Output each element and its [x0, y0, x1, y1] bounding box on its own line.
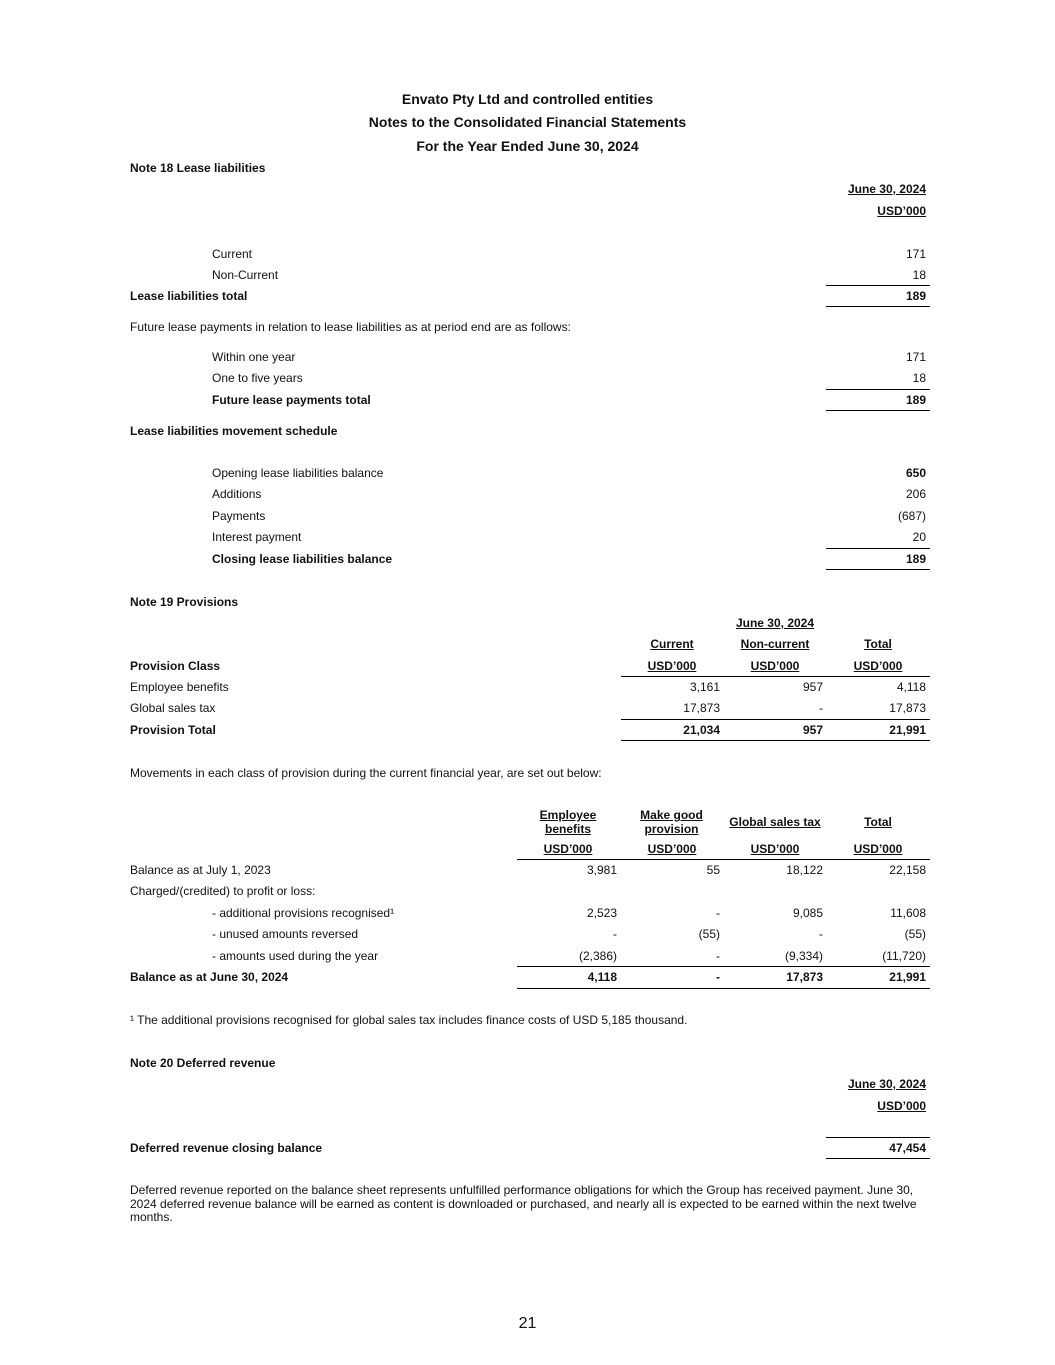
note20-col-unit: USD’000: [877, 1099, 926, 1113]
movement-label: Payments: [212, 509, 266, 523]
mov-value: -: [819, 927, 823, 941]
mov-unit: USD’000: [543, 842, 593, 856]
mov-value: 3,981: [586, 863, 617, 877]
mov-total-value: 4,118: [587, 970, 617, 984]
note18-row-value: 18: [912, 268, 926, 282]
movement-total-value: 189: [905, 552, 926, 566]
divider: [826, 548, 930, 549]
header-notes: Notes to the Consolidated Financial Statements: [368, 114, 687, 130]
provision-value: 17,873: [889, 701, 926, 715]
divider: [826, 285, 930, 286]
mov-row-label: Charged/(credited) to profit or loss:: [130, 884, 316, 898]
mov-value: -: [613, 927, 617, 941]
divider: [517, 966, 930, 967]
divider: [621, 676, 930, 677]
movement-value: 20: [912, 530, 926, 544]
header-entity: Envato Pty Ltd and controlled entities: [401, 91, 654, 107]
mov-value: -: [716, 906, 720, 920]
mov-value: 11,608: [890, 906, 926, 920]
mov-row-label: Balance as at July 1, 2023: [130, 863, 271, 877]
note19-period: June 30, 2024: [735, 616, 815, 630]
note18-future-total-label: Future lease payments total: [212, 393, 371, 407]
note19-header-noncurrent: Non-current: [740, 637, 810, 651]
divider: [826, 306, 930, 307]
note18-title: Note 18 Lease liabilities: [130, 161, 266, 175]
mov-row-label: - additional provisions recognised¹: [212, 906, 395, 920]
divider: [517, 859, 930, 860]
mov-unit: USD’000: [647, 842, 697, 856]
note20-title: Note 20 Deferred revenue: [130, 1056, 276, 1070]
provision-value: 957: [802, 680, 823, 694]
provision-value: 4,118: [896, 680, 926, 694]
note19-header-current: Current: [650, 637, 694, 651]
movement-value: 206: [905, 487, 926, 501]
mov-value: 18,122: [786, 863, 823, 877]
note18-total-label: Lease liabilities total: [130, 289, 248, 303]
note20-paragraph: Deferred revenue reported on the balance sheet represents unfulfilled performance obligations for which the Group has received payment. June 30, 2024 deferred revenue balance will be earned as content is downloaded or purchased, and nearly all is expected to be earned within the next twelve months.: [130, 1183, 917, 1224]
provision-row-label: Global sales tax: [130, 701, 216, 715]
note19-header-total: Total: [864, 637, 892, 651]
movement-label: Additions: [212, 487, 262, 501]
mov-value: (55): [904, 927, 926, 941]
mov-value: -: [716, 949, 720, 963]
movement-value: 650: [905, 466, 926, 480]
note19-unit: USD’000: [647, 659, 697, 673]
note18-col-date: June 30, 2024: [847, 182, 926, 196]
mov-value: (9,334): [784, 949, 823, 963]
mov-header-employee: Employee benefits: [539, 808, 597, 836]
header-period: For the Year Ended June 30, 2024: [416, 138, 639, 154]
provision-total-value: 21,034: [683, 723, 720, 737]
note18-col-unit: USD’000: [877, 204, 926, 218]
mov-value: 22,158: [889, 863, 926, 877]
mov-value: 9,085: [792, 906, 823, 920]
mov-total-label: Balance as at June 30, 2024: [130, 970, 289, 984]
note20-total-label: Deferred revenue closing balance: [130, 1141, 323, 1155]
page-number: 21: [518, 1315, 537, 1332]
divider: [826, 389, 930, 390]
provision-total-value: 957: [802, 723, 823, 737]
provision-total-value: 21,991: [889, 723, 926, 737]
note19-row-header: Provision Class: [130, 659, 221, 673]
divider: [826, 569, 930, 570]
movement-label: Opening lease liabilities balance: [212, 466, 384, 480]
mov-header-makegood: Make good provision: [640, 808, 703, 836]
note18-total-value: 189: [905, 289, 926, 303]
note18-future-value: 171: [905, 350, 926, 364]
mov-row-label: - unused amounts reversed: [212, 927, 359, 941]
mov-value: (11,720): [882, 949, 926, 963]
note19-title: Note 19 Provisions: [130, 595, 239, 609]
divider: [517, 988, 930, 989]
movement-value: (687): [897, 509, 926, 523]
note18-future-total-value: 189: [905, 393, 926, 407]
note18-future-label: Within one year: [212, 350, 296, 364]
note18-future-value: 18: [912, 371, 926, 385]
note18-future-label: One to five years: [212, 371, 303, 385]
movement-total-label: Closing lease liabilities balance: [212, 552, 393, 566]
divider: [621, 740, 930, 741]
divider: [621, 719, 930, 720]
mov-total-value: -: [716, 970, 720, 984]
mov-total-value: 21,991: [889, 970, 926, 984]
footnote: ¹ The additional provisions recognised for global sales tax includes finance costs of USD 5,185 thousand.: [130, 1013, 688, 1027]
mov-total-value: 17,873: [786, 970, 823, 984]
movement-label: Interest payment: [212, 530, 302, 544]
note19-unit: USD’000: [750, 659, 800, 673]
mov-unit: USD’000: [750, 842, 800, 856]
note20-total-value: 47,454: [889, 1141, 926, 1155]
note18-movement-title: Lease liabilities movement schedule: [130, 424, 338, 438]
mov-value: (2,386): [578, 949, 617, 963]
divider: [826, 410, 930, 411]
mov-header-gst: Global sales tax: [729, 815, 821, 829]
note20-col-date: June 30, 2024: [847, 1077, 926, 1091]
provision-row-label: Employee benefits: [130, 680, 229, 694]
note18-row-value: 171: [905, 247, 926, 261]
movements-intro: Movements in each class of provision during the current financial year, are set out below:: [130, 766, 602, 780]
mov-unit: USD’000: [853, 842, 903, 856]
note18-row-label: Non-Current: [212, 268, 279, 282]
provision-total-label: Provision Total: [130, 723, 216, 737]
note18-future-intro: Future lease payments in relation to lease liabilities as at period end are as follows:: [130, 320, 571, 334]
note18-row-label: Current: [212, 247, 253, 261]
mov-row-label: - amounts used during the year: [212, 949, 379, 963]
provision-value: 17,873: [683, 701, 720, 715]
mov-value: (55): [698, 927, 720, 941]
mov-value: 2,523: [586, 906, 617, 920]
provision-value: -: [819, 701, 823, 715]
mov-header-total: Total: [864, 815, 892, 829]
divider: [826, 1158, 930, 1159]
mov-value: 55: [706, 863, 720, 877]
provision-value: 3,161: [689, 680, 720, 694]
divider: [826, 1137, 930, 1138]
note19-unit: USD’000: [853, 659, 903, 673]
